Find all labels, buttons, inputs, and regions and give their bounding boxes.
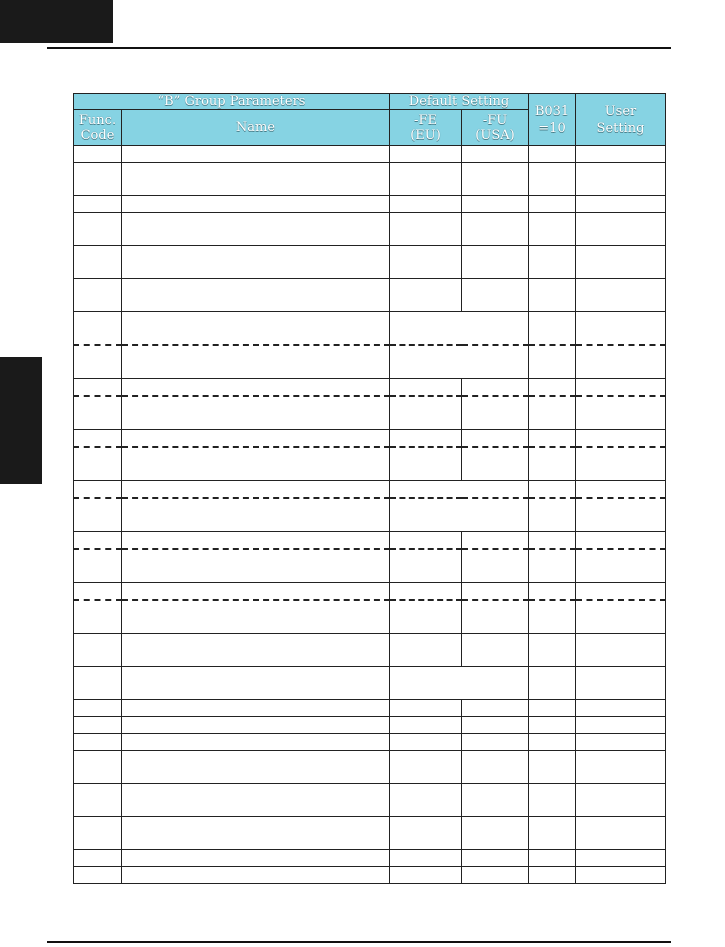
- user-setting-header: User Setting: [576, 94, 666, 146]
- table-row: [74, 634, 666, 667]
- table-row: [74, 583, 666, 601]
- b-group-parameter-table: [73, 93, 666, 884]
- table-row: [74, 379, 666, 397]
- table-row: [74, 430, 666, 448]
- table-row: [74, 850, 666, 867]
- table-row: [74, 498, 666, 532]
- table-row: [74, 549, 666, 583]
- chapter-tab: [0, 0, 113, 43]
- table-row: [74, 784, 666, 817]
- footer-rule: [47, 941, 671, 943]
- table-row: [74, 447, 666, 481]
- table-row: [74, 146, 666, 163]
- table-row: [74, 700, 666, 717]
- table-row: [74, 532, 666, 550]
- table-row: [74, 396, 666, 430]
- table-row: [74, 717, 666, 734]
- table-row: [74, 279, 666, 312]
- group-header: “B” Group Parameters: [74, 94, 390, 110]
- header-rule: [47, 47, 671, 49]
- table-row: [74, 667, 666, 700]
- table-row: [74, 196, 666, 213]
- table-row: [74, 867, 666, 884]
- table-row: [74, 817, 666, 850]
- func-code-header: Func. Code: [74, 110, 122, 146]
- name-header: Name: [122, 110, 390, 146]
- fu-usa-header: -FU (USA): [462, 110, 529, 146]
- table-row: [74, 213, 666, 246]
- default-setting-header: Default Setting: [390, 94, 529, 110]
- table-row: [74, 600, 666, 634]
- fe-eu-header: -FE (EU): [390, 110, 462, 146]
- table-row: [74, 734, 666, 751]
- table-row: [74, 481, 666, 499]
- table-row: [74, 312, 666, 346]
- table-row: [74, 751, 666, 784]
- table-row: [74, 246, 666, 279]
- section-side-tab: [0, 357, 42, 484]
- table-row: [74, 345, 666, 379]
- b031-header: B031 =10: [529, 94, 576, 146]
- table-row: [74, 163, 666, 196]
